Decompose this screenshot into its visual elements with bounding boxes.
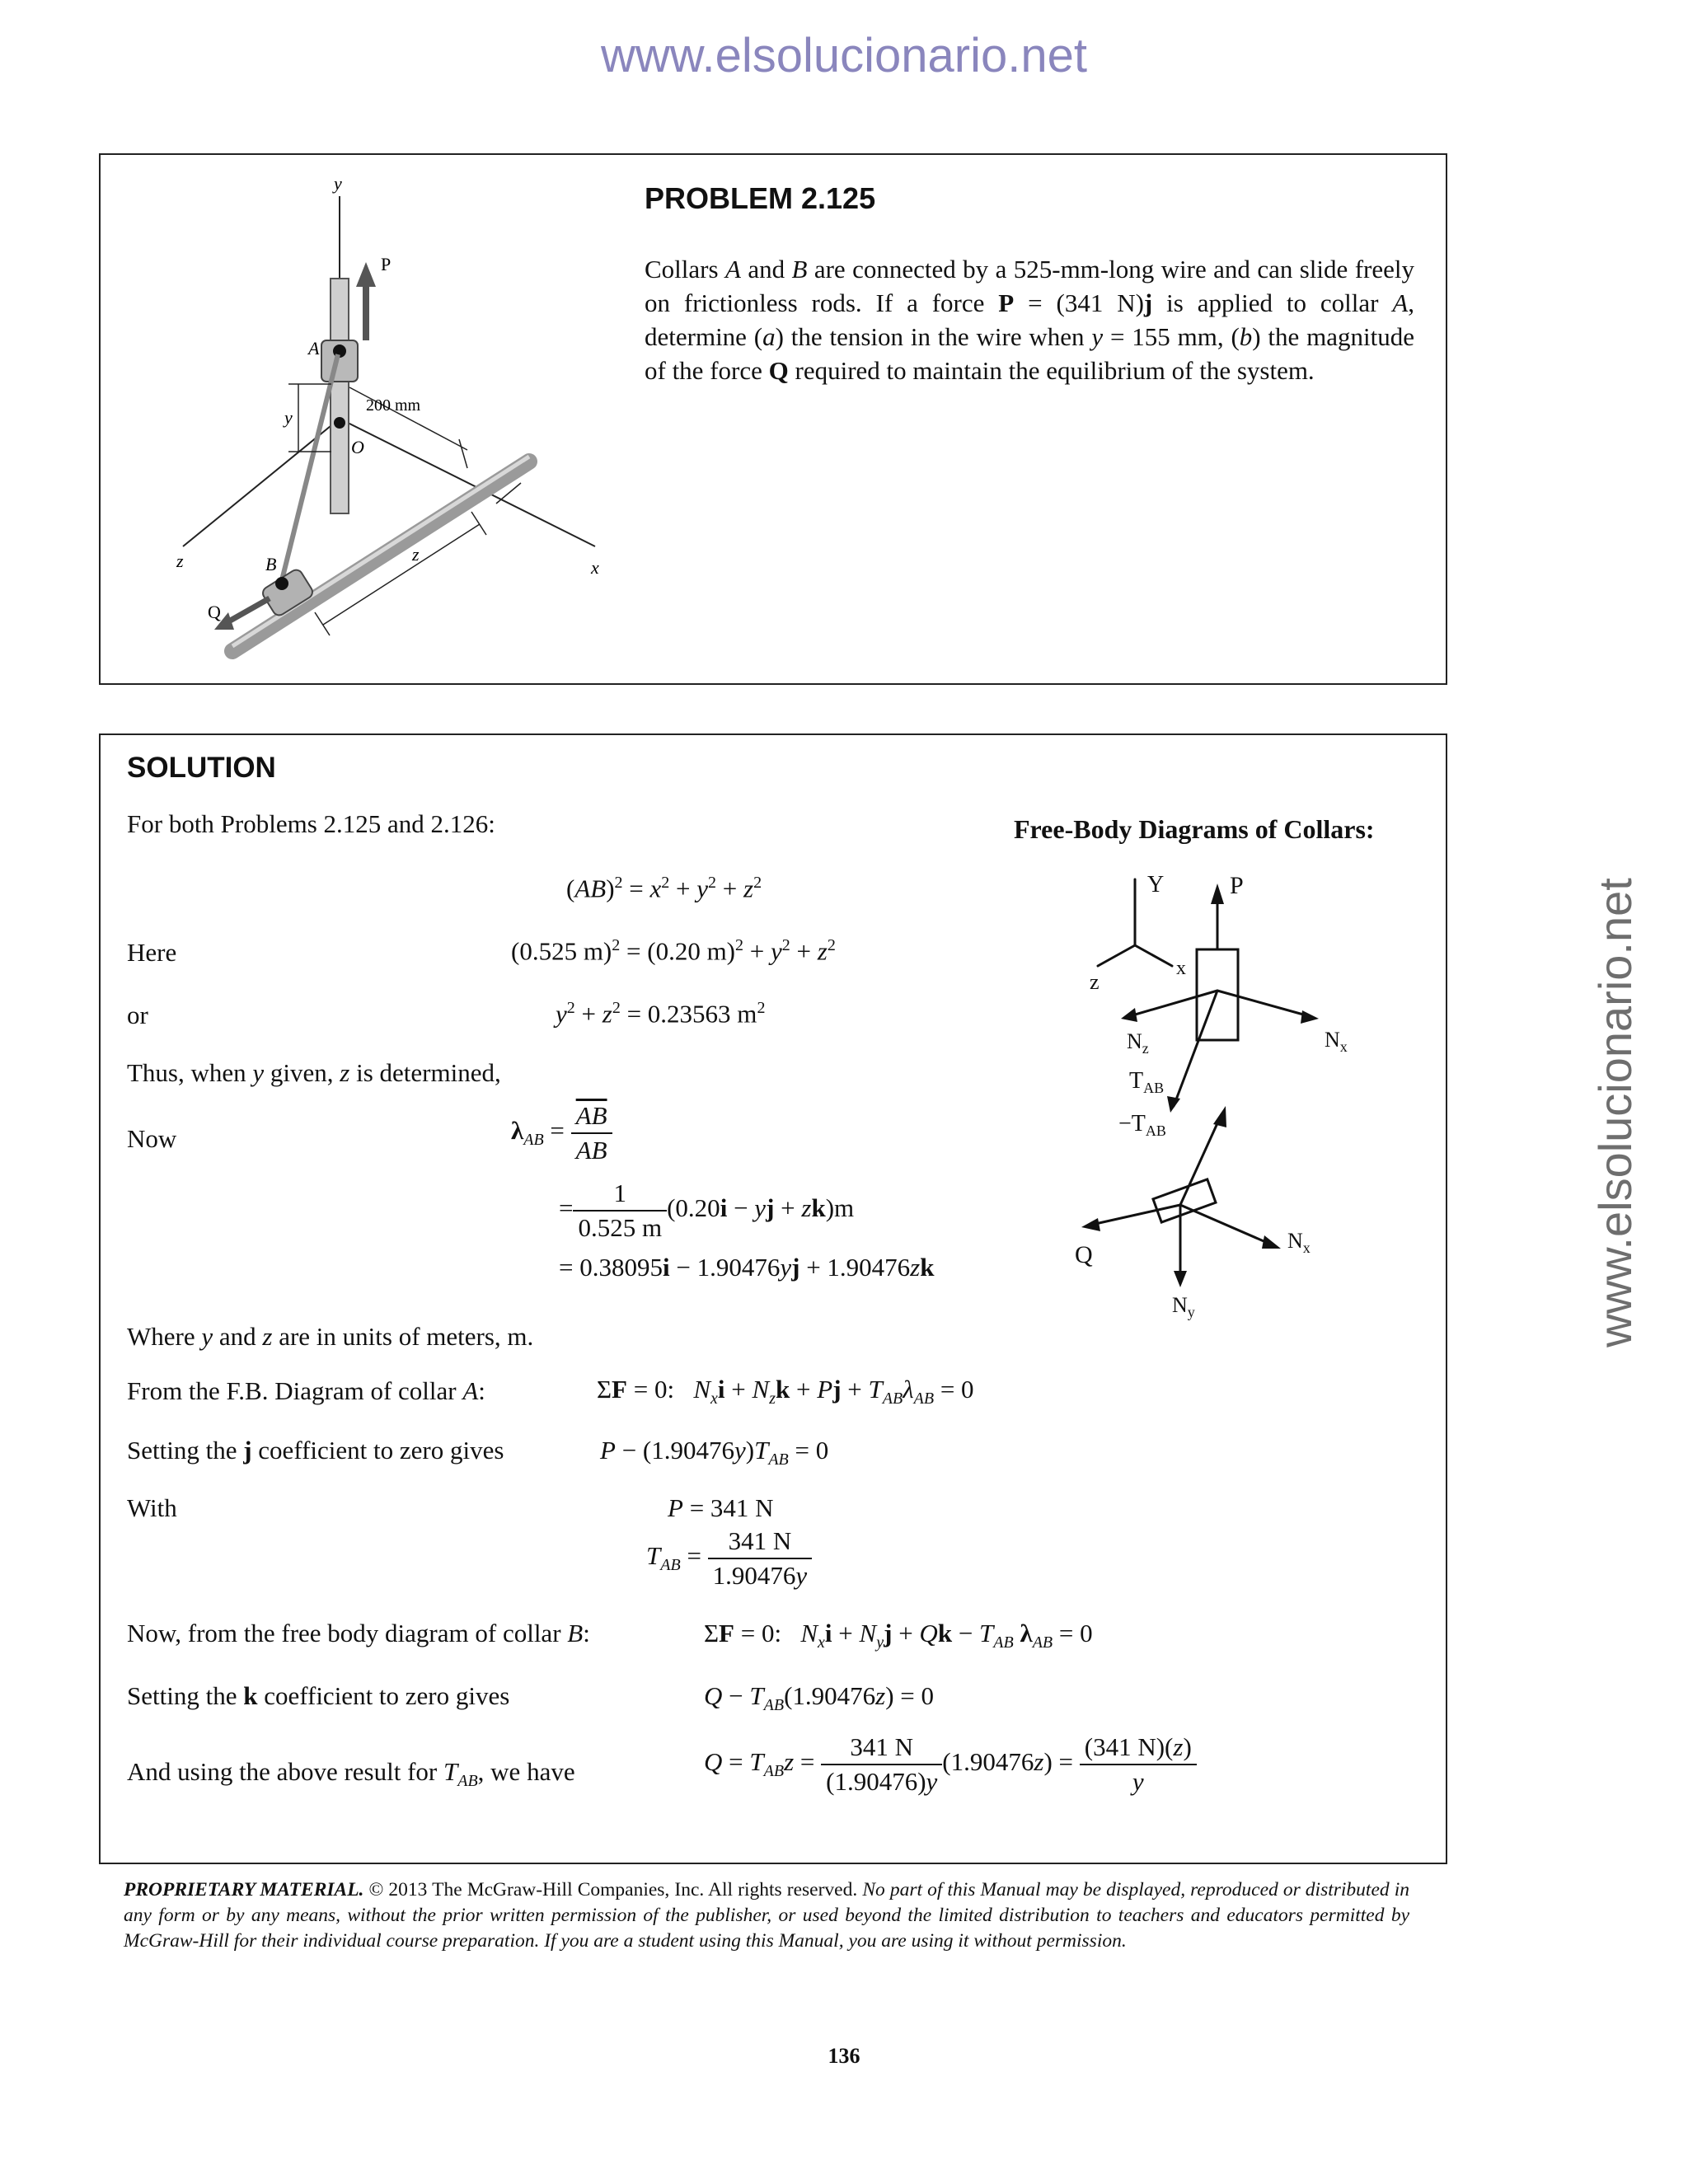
label-fbd-b: Now, from the free body diagram of collar B: bbox=[127, 1619, 590, 1647]
label-with: With bbox=[127, 1493, 177, 1522]
solution-title: SOLUTION bbox=[127, 752, 276, 784]
eq-lambda-3: = 0.38095i − 1.90476yj + 1.90476zk bbox=[559, 1253, 935, 1282]
fig-label-a: A bbox=[308, 338, 320, 359]
fbd-label-nz: $N_z$ bbox=[1127, 1029, 1149, 1057]
fig-label-200: 200 mm bbox=[366, 396, 421, 415]
fbd-label-nx2: $N_x$ bbox=[1287, 1229, 1311, 1256]
fbd-label-nx: $N_x$ bbox=[1325, 1028, 1348, 1055]
vertical-rod bbox=[331, 279, 349, 513]
solution-box bbox=[99, 733, 1447, 1864]
label-here: Here bbox=[127, 938, 177, 967]
fbd-title: Free-Body Diagrams of Collars: bbox=[1014, 814, 1375, 844]
eq-or: $y^2 + z^2 = 0.23563$ $m^2$ bbox=[556, 999, 766, 1029]
force-q-arrow bbox=[226, 598, 270, 623]
fbd-nx2-arrowhead bbox=[1262, 1235, 1281, 1249]
fbd-label-p: P bbox=[1230, 872, 1244, 899]
fbd-label-ny: $N_y$ bbox=[1172, 1293, 1195, 1320]
fig-label-x-axis: x bbox=[591, 557, 599, 578]
eq-sumf-a: ΣF = 0: $N_xi + N_zk + Pj + T_{AB}\lambda_{AB} = 0$ bbox=[597, 1375, 974, 1408]
fbd-axis-x bbox=[1135, 945, 1172, 966]
fbd-nx-arrowhead bbox=[1301, 1010, 1319, 1024]
eq-here: (0.525 m)$^2$ = (0.20 $m)^2 + y^2 + z^2$ bbox=[511, 936, 836, 966]
eq-tab: $T_{AB}$ = $\frac{341 N}{1.90476y}$ bbox=[646, 1526, 812, 1591]
watermark-top: www.elsolucionario.net bbox=[601, 29, 1087, 82]
fbd-ny-arrowhead bbox=[1174, 1271, 1187, 1287]
fbd-tab-arrowhead bbox=[1167, 1096, 1180, 1113]
eq-p-value: P = 341 N bbox=[668, 1493, 774, 1522]
fig-label-p: P bbox=[381, 254, 392, 274]
force-p-arrowhead bbox=[356, 262, 376, 287]
problem-figure bbox=[134, 171, 645, 666]
fbd-nz-arrowhead bbox=[1121, 1008, 1137, 1022]
problem-box bbox=[99, 153, 1447, 685]
label-using: And using the above result for $T_{AB}$, we have bbox=[127, 1757, 575, 1791]
collar-b-point bbox=[275, 577, 288, 590]
fig-label-q: Q bbox=[208, 602, 221, 622]
wire-ab bbox=[282, 354, 338, 580]
fig-label-z-axis: z bbox=[176, 551, 184, 571]
eq-ab-squared: $(AB)^2 = x^2 + y^2 + z^2$ bbox=[566, 874, 762, 903]
label-or: or bbox=[127, 1001, 148, 1029]
fig-label-b: B bbox=[265, 554, 277, 574]
fbd-label-q: Q bbox=[1075, 1241, 1093, 1268]
fig-label-y: y bbox=[334, 173, 342, 194]
fig-label-dim-y: y bbox=[284, 407, 293, 428]
eq-q-final: $Q = T_{AB}z$ = $\frac{341 N}{(1.90476)y}$ (1.90476z) = $\frac{(341 N)(z)}{y}$ bbox=[704, 1732, 1197, 1797]
eq-lambda-2: = $\frac{1}{0.525 m}$ (0.20i − yj + zk)m bbox=[559, 1179, 855, 1242]
page-number: 136 bbox=[828, 2044, 860, 2068]
fbd-neg-tab-arrowhead bbox=[1213, 1106, 1226, 1127]
solution-intro: For both Problems 2.125 and 2.126: bbox=[127, 809, 495, 838]
fig-label-o: O bbox=[351, 437, 364, 457]
fbd-p-arrowhead bbox=[1211, 883, 1224, 904]
origin-point bbox=[334, 417, 345, 429]
fig-label-dim-z: z bbox=[412, 544, 420, 565]
fbd-label-y: Y bbox=[1147, 872, 1165, 898]
label-thus: Thus, when y given, z is determined, bbox=[127, 1058, 501, 1087]
proprietary-notice: PROPRIETARY MATERIAL. © 2013 The McGraw-Hill Companies, Inc. All rights reserved. No part of this Manual may be displayed, reproduced or distributed in any form or by any means, without the prior written permission of the publisher, or used beyond the limited distribution to teachers and educators permitted by McGraw-Hill for their individual course preparation. If you are a student using this Manual, you are using it without permission. bbox=[124, 1879, 1409, 1952]
fbd-label-x: x bbox=[1176, 958, 1186, 979]
label-setting-j: Setting the j coefficient to zero gives bbox=[127, 1436, 504, 1465]
watermark-side: www.elsolucionario.net bbox=[1589, 878, 1641, 1347]
label-fbd-a: From the F.B. Diagram of collar A: bbox=[127, 1376, 485, 1405]
eq-sumf-b: ΣF = 0: $N_xi + N_yj + Qk - T_{AB}$ $\lambda_{AB} = 0$ bbox=[704, 1619, 1093, 1652]
eq-lambda-1: $\lambda_{AB}$ = $\frac{\overline{AB}}{AB}$ bbox=[511, 1101, 612, 1165]
fbd-label-neg-tab: $-T_{AB}$ bbox=[1118, 1111, 1166, 1139]
eq-k-coef: $Q - T_{AB}(1.90476z) = 0$ bbox=[704, 1681, 935, 1715]
label-setting-k: Setting the k coefficient to zero gives bbox=[127, 1681, 510, 1710]
fbd-axis-z bbox=[1098, 945, 1135, 966]
problem-statement: Collars A and B are connected by a 525-mm-long wire and can slide freely on frictionless rods. If a force P = (341 N)j is applied to collar A, determine (a) the tension in the wire when y = 155 mm, (b) the magnitude of the force Q required to maintain the equilibrium of the system. bbox=[645, 255, 1414, 385]
label-where: Where y and z are in units of meters, m. bbox=[127, 1322, 534, 1351]
fbd-diagrams bbox=[1057, 859, 1419, 1353]
eq-j-coef: $P - (1.90476y)T_{AB} = 0$ bbox=[600, 1436, 829, 1469]
horizontal-rod bbox=[232, 462, 529, 651]
label-now: Now bbox=[127, 1124, 177, 1153]
fbd-label-z: z bbox=[1090, 970, 1100, 994]
fbd-label-tab: $T_{AB}$ bbox=[1129, 1068, 1165, 1096]
fbd-q-arrowhead bbox=[1081, 1218, 1100, 1231]
problem-title: PROBLEM 2.125 bbox=[645, 181, 876, 215]
x-axis-line bbox=[340, 419, 595, 546]
